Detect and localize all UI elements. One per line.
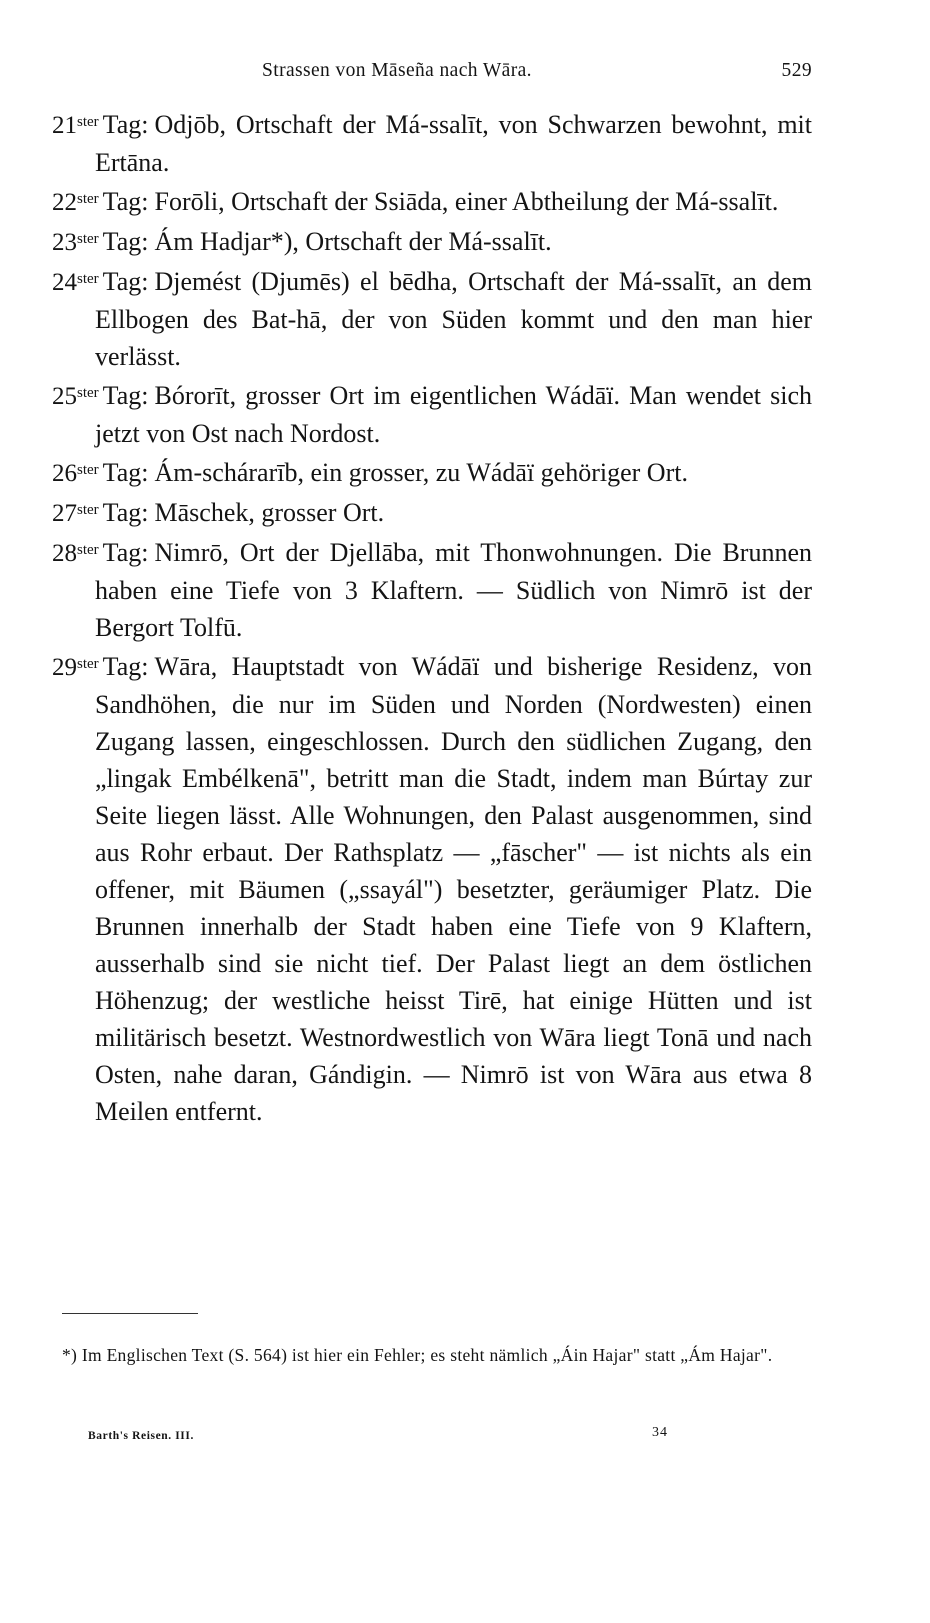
day-label: Tag: (102, 227, 149, 256)
page-number: 529 (781, 60, 812, 81)
day-label: Tag: (102, 652, 149, 681)
day-number: 26 (52, 460, 77, 487)
day-number: 25 (52, 383, 77, 410)
day-number: 27 (52, 500, 77, 527)
day-label: Tag: (102, 538, 149, 567)
entry-text: Bórorīt, grosser Ort im eigentlichen Wádāï. Man wendet sich jetzt von Ost nach Nordost. (95, 381, 812, 448)
day-number: 24 (52, 269, 77, 296)
day-number: 29 (52, 654, 77, 681)
day-suffix: ster (77, 114, 99, 130)
entry-text: Ám-schárarīb, ein grosser, zu Wádāï gehöriger Ort. (154, 458, 688, 487)
itinerary-entries (52, 104, 812, 1130)
itinerary-entry (52, 181, 812, 221)
itinerary-entry (52, 221, 812, 261)
day-label: Tag: (102, 187, 149, 216)
day-label: Tag: (102, 267, 149, 296)
itinerary-entry (52, 532, 812, 646)
itinerary-entry (52, 261, 812, 375)
day-label: Tag: (102, 110, 149, 139)
entry-text: Nimrō, Ort der Djellāba, mit Thonwohnungen. Die Brunnen haben eine Tiefe von 3 Klaftern. — Südlich von Nimrō ist der Bergort Tolfū. (95, 538, 812, 642)
sheet-number: 34 (652, 1425, 668, 1440)
day-label: Tag: (102, 458, 149, 487)
entry-text: Māschek, grosser Ort. (154, 498, 385, 527)
day-suffix: ster (77, 462, 99, 478)
day-suffix: ster (77, 385, 99, 401)
day-number: 22 (52, 189, 77, 216)
entry-text: Wāra, Hauptstadt von Wádāï und bisherige Residenz, von Sandhöhen, die nur im Süden und Norden (Nordwesten) einen Zugang lassen, eingeschlossen. Durch den südlichen Zugang, den „lingak Embélkenā", betritt man die Stadt, indem man Búrtay zur Seite liegen lässt. Alle Wohnungen, den Palast ausgenommen, sind aus Rohr erbaut. Der Rathsplatz — „fāscher" — ist nichts als ein offener, mit Bäumen („ssayál") besetzter, geräumiger Platz. Die Brunnen innerhalb der Stadt haben eine Tiefe von 9 Klaftern, ausserhalb sind sie nicht tief. Der Palast liegt an dem östlichen Höhenzug; der westliche heisst Tirē, hat einige Hütten und ist militärisch besetzt. Westnordwestlich von Wāra liegt Tonā und nach Osten, nahe daran, Gándigin. — Nimrō ist von Wāra aus etwa 8 Meilen entfernt. (95, 652, 812, 1126)
day-number: 21 (52, 112, 77, 139)
footnote-divider (62, 1313, 198, 1314)
entry-text: Ám Hadjar*), Ortschaft der Má-ssalīt. (154, 227, 552, 256)
page-header (262, 60, 812, 92)
day-suffix: ster (77, 271, 99, 287)
itinerary-entry (52, 452, 812, 492)
footnote: *) Im Englischen Text (S. 564) ist hier ein Fehler; es steht nämlich „Áin Hajar" statt „Ám Hajar". (62, 1345, 773, 1365)
day-label: Tag: (102, 381, 149, 410)
itinerary-entry (52, 104, 812, 181)
day-label: Tag: (102, 498, 149, 527)
day-suffix: ster (77, 542, 99, 558)
itinerary-entry (52, 375, 812, 452)
itinerary-entry (52, 492, 812, 532)
day-suffix: ster (77, 231, 99, 247)
entry-text: Forōli, Ortschaft der Ssiāda, einer Abtheilung der Má-ssalīt. (154, 187, 779, 216)
day-suffix: ster (77, 191, 99, 207)
day-suffix: ster (77, 656, 99, 672)
entry-text: Djemést (Djumēs) el bēdha, Ortschaft der Má-ssalīt, an dem Ellbogen des Bat-hā, der von Süden kommt und den man hier verlässt. (95, 267, 812, 371)
day-suffix: ster (77, 502, 99, 518)
day-number: 23 (52, 229, 77, 256)
entry-text: Odjōb, Ortschaft der Má-ssalīt, von Schwarzen bewohnt, mit Ertāna. (95, 110, 812, 177)
running-title: Strassen von Māseña nach Wāra. (262, 60, 532, 81)
signature-mark: Barth's Reisen. III. (88, 1430, 194, 1442)
day-number: 28 (52, 540, 77, 567)
itinerary-entry (52, 646, 812, 1130)
